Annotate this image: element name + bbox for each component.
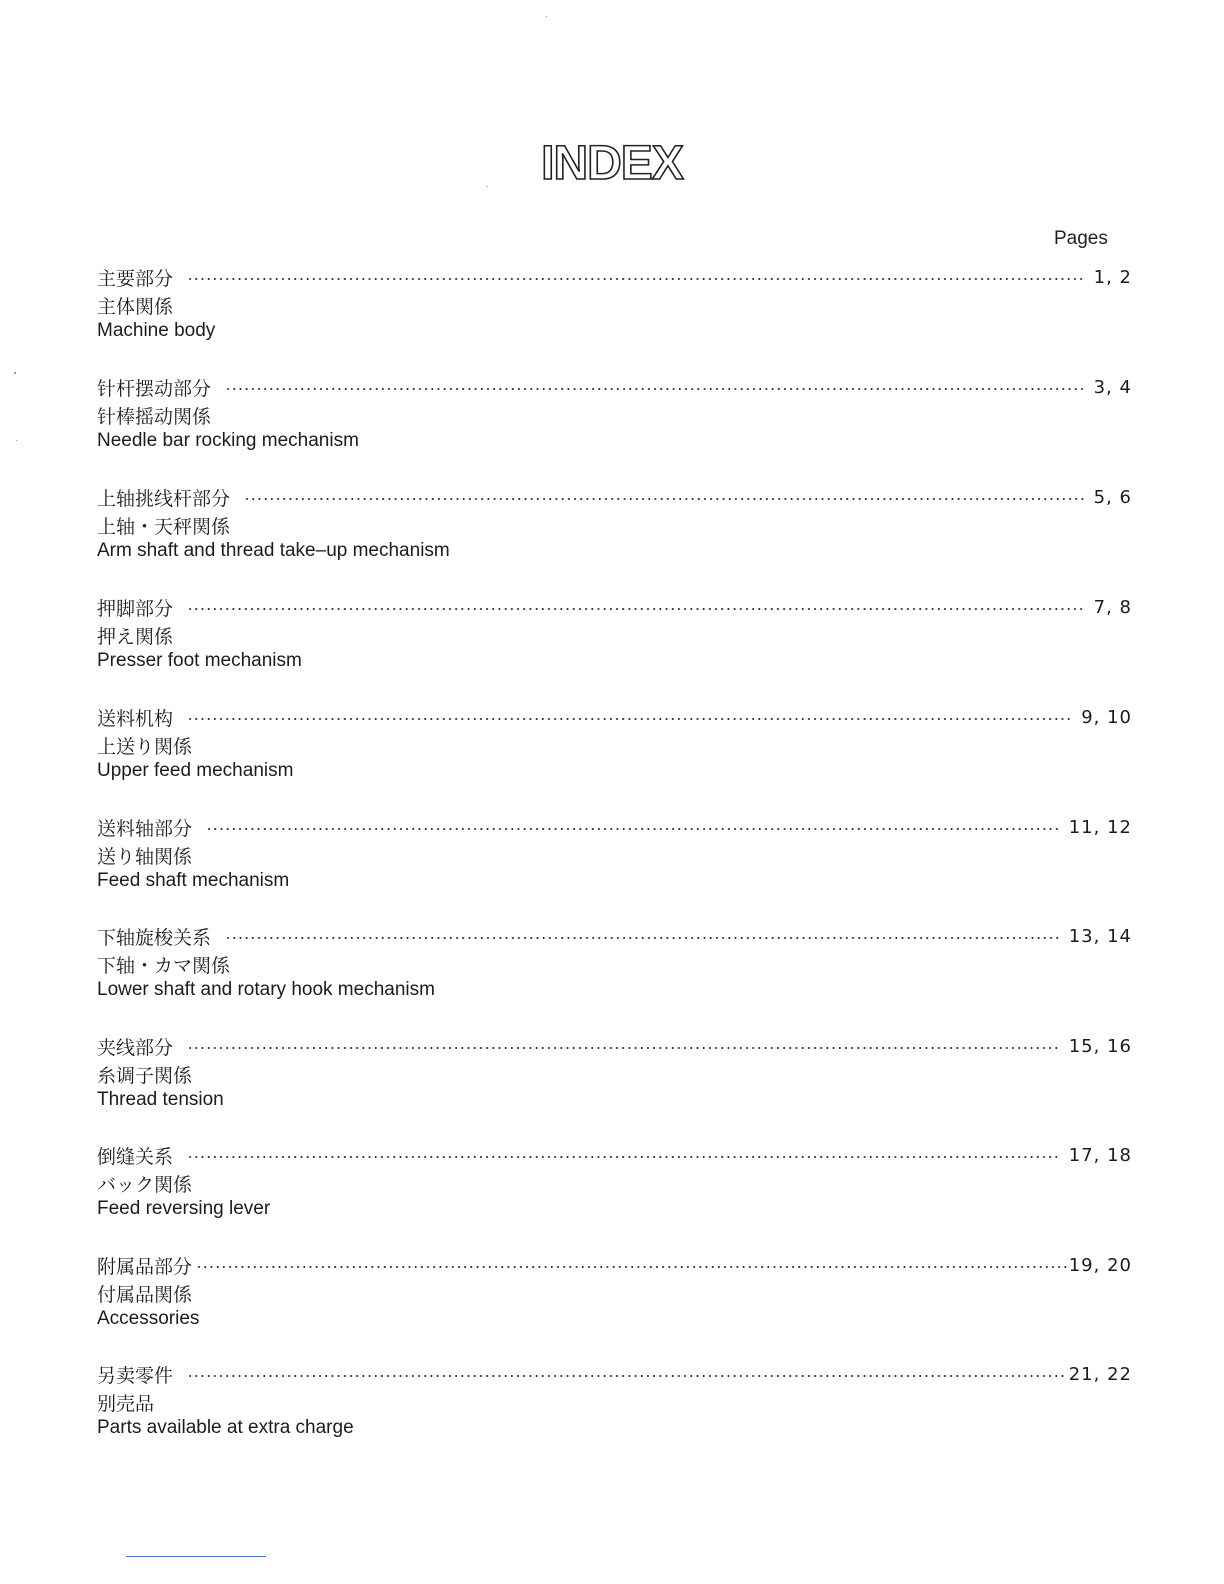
- entry-pages: 3, 4: [1093, 376, 1132, 398]
- entry-pages: 11, 12: [1068, 816, 1132, 838]
- index-entry-lower-shaft: [97, 923, 1132, 1013]
- entry-english-title: Parts available at extra charge: [97, 1417, 354, 1438]
- dot-leader: [187, 718, 1073, 720]
- entry-heading-line: [97, 374, 1132, 400]
- index-entry-arm-shaft: [97, 484, 1132, 574]
- entry-japanese-title: 别売品: [97, 1393, 155, 1415]
- entry-heading-line: [97, 1033, 1132, 1059]
- entry-english-title: Feed reversing lever: [97, 1198, 271, 1219]
- entry-chinese-title: 送料轴部分: [97, 817, 193, 840]
- entry-japanese-title: 送り轴関係: [97, 846, 193, 868]
- entry-pages: 21, 22: [1068, 1363, 1132, 1385]
- entry-english-title: Needle bar rocking mechanism: [97, 430, 359, 451]
- index-entry-needle-bar-rocking: [97, 374, 1132, 464]
- entry-pages: 9, 10: [1081, 706, 1132, 728]
- entry-english-title: Lower shaft and rotary hook mechanism: [97, 979, 435, 1000]
- index-entry-feed-reversing: [97, 1142, 1132, 1232]
- entry-japanese-title: バック関係: [97, 1174, 193, 1196]
- scan-speck: [14, 372, 16, 374]
- dot-leader: [187, 608, 1086, 610]
- index-entry-machine-body: [97, 264, 1132, 354]
- entry-heading-line: [97, 923, 1132, 949]
- dot-leader: [196, 1266, 1067, 1268]
- index-entry-accessories: [97, 1252, 1132, 1342]
- entry-pages: 1, 2: [1093, 266, 1132, 288]
- dot-leader: [187, 278, 1086, 280]
- entry-pages: 7, 8: [1093, 596, 1132, 618]
- dot-leader: [225, 388, 1086, 390]
- entry-heading-line: [97, 1142, 1132, 1168]
- footer-rule: [126, 1556, 266, 1557]
- entry-japanese-title: 押え関係: [97, 626, 174, 648]
- dot-leader: [187, 1156, 1061, 1158]
- entry-english-title: Feed shaft mechanism: [97, 870, 290, 891]
- entry-english-title: Machine body: [97, 320, 216, 341]
- dot-leader: [187, 1375, 1067, 1377]
- scan-speck: [487, 186, 488, 187]
- entry-english-title: Presser foot mechanism: [97, 650, 302, 671]
- entry-pages: 15, 16: [1068, 1035, 1132, 1057]
- entry-heading-line: [97, 814, 1132, 840]
- entry-english-title: Upper feed mechanism: [97, 760, 294, 781]
- entry-chinese-title: 夹线部分: [97, 1036, 174, 1059]
- entry-japanese-title: 针棒摇动関係: [97, 406, 212, 428]
- entry-english-title: Arm shaft and thread take–up mechanism: [97, 540, 450, 561]
- entry-japanese-title: 付属品関係: [97, 1284, 193, 1306]
- page-title: INDEX: [541, 137, 683, 190]
- entry-chinese-title: 主要部分: [97, 267, 174, 290]
- entry-chinese-title: 倒缝关系: [97, 1145, 174, 1168]
- index-entry-extra-parts: [97, 1361, 1132, 1451]
- entry-pages: 17, 18: [1068, 1144, 1132, 1166]
- index-entry-presser-foot: [97, 594, 1132, 684]
- entry-japanese-title: 糸调子関係: [97, 1065, 193, 1087]
- dot-leader: [225, 937, 1061, 939]
- scan-speck: [546, 16, 547, 17]
- scan-speck: [16, 440, 17, 441]
- index-entry-upper-feed: [97, 704, 1132, 794]
- entry-japanese-title: 上轴・天秤関係: [97, 516, 231, 538]
- entry-heading-line: [97, 594, 1132, 620]
- entry-english-title: Accessories: [97, 1308, 200, 1329]
- entry-chinese-title: 针杆摆动部分: [97, 377, 212, 400]
- dot-leader: [206, 828, 1061, 830]
- index-entry-thread-tension: [97, 1033, 1132, 1123]
- entry-heading-line: [97, 1361, 1132, 1387]
- entry-japanese-title: 下轴・カマ関係: [97, 955, 231, 977]
- entry-chinese-title: 另卖零件: [97, 1364, 174, 1387]
- dot-leader: [187, 1047, 1061, 1049]
- entry-heading-line: [97, 484, 1132, 510]
- entry-chinese-title: 押脚部分: [97, 597, 174, 620]
- entry-heading-line: [97, 1252, 1132, 1278]
- entry-japanese-title: 主体関係: [97, 296, 174, 318]
- entry-english-title: Thread tension: [97, 1089, 224, 1110]
- entry-pages: 13, 14: [1068, 925, 1132, 947]
- entry-chinese-title: 下轴旋梭关系: [97, 926, 212, 949]
- entry-chinese-title: 附属品部分: [97, 1255, 193, 1278]
- entry-japanese-title: 上送り関係: [97, 736, 193, 758]
- entry-pages: 19, 20: [1068, 1254, 1132, 1276]
- entry-chinese-title: 送料机构: [97, 707, 174, 730]
- entry-pages: 5, 6: [1093, 486, 1132, 508]
- index-entry-feed-shaft: [97, 814, 1132, 904]
- entry-heading-line: [97, 704, 1132, 730]
- pages-column-header: Pages: [1054, 228, 1108, 249]
- entry-heading-line: [97, 264, 1132, 290]
- dot-leader: [244, 498, 1086, 500]
- entry-chinese-title: 上轴挑线杆部分: [97, 487, 231, 510]
